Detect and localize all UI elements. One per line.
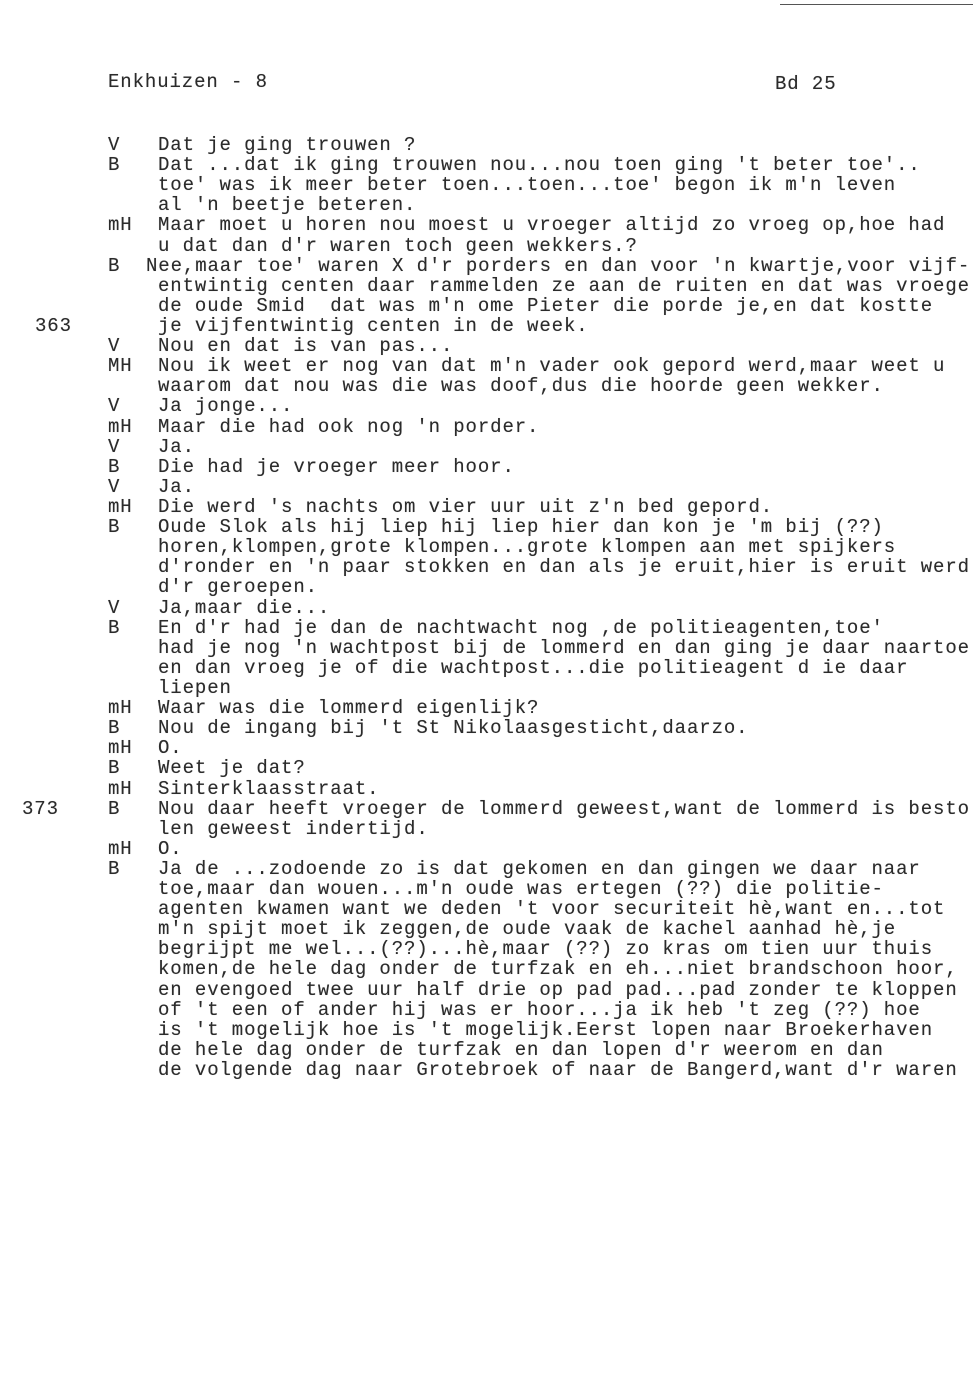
transcript-line <box>0 1000 973 1020</box>
line-text: Waar was die lommerd eigenlijk? <box>158 697 540 720</box>
margin-line-number: 363 <box>35 314 72 337</box>
speaker-label: B <box>108 797 121 820</box>
line-text: d'ronder en 'n paar stokken en dan als je eruit,hier is eruit werd <box>158 556 970 579</box>
transcript-line <box>0 1020 973 1040</box>
line-text: Maar die had ook nog 'n porder. <box>158 415 540 438</box>
transcript-line <box>0 215 973 235</box>
line-text: horen,klompen,grote klompen...grote klompen aan met spijkers <box>158 536 897 559</box>
transcript-line <box>0 336 973 356</box>
speaker-label: B <box>108 516 121 539</box>
speaker-label: V <box>108 335 121 358</box>
line-text: Nou ik weet er nog van dat m'n vader ook gepord werd,maar weet u <box>158 355 946 378</box>
transcript-line <box>0 899 973 919</box>
transcript-line <box>0 598 973 618</box>
line-text: en dan vroeg je of die wachtpost...die politieagent d ie daar <box>158 656 909 679</box>
speaker-label: mH <box>108 415 133 438</box>
speaker-label: V <box>108 596 121 619</box>
line-text: u dat dan d'r waren toch geen wekkers.? <box>158 234 638 257</box>
transcript-line <box>0 980 973 1000</box>
transcript-line <box>0 517 973 537</box>
line-text: Ja,maar die... <box>158 596 331 619</box>
transcript-line <box>0 718 973 738</box>
line-text: en evengoed twee uur half drie op pad pad...pad zonder te kloppen <box>158 978 958 1001</box>
transcript-line <box>0 457 973 477</box>
transcript-line <box>0 738 973 758</box>
transcript-line <box>0 678 973 698</box>
speaker-label: mH <box>108 697 133 720</box>
transcript-line <box>0 557 973 577</box>
line-text: je vijfentwintig centen in de week. <box>158 314 589 337</box>
line-text: komen,de hele dag onder de turfzak en eh...niet brandschoon hoor, <box>158 958 958 981</box>
transcript-line <box>0 276 973 296</box>
line-text: O. <box>158 737 183 760</box>
speaker-label: MH <box>108 355 133 378</box>
page-header-location: Enkhuizen - 8 <box>108 71 268 93</box>
speaker-label: mH <box>108 737 133 760</box>
speaker-label: B <box>108 254 121 277</box>
transcript-line <box>0 155 973 175</box>
top-edge-rule <box>780 4 973 5</box>
line-text: Ja. <box>158 475 195 498</box>
transcript-line <box>0 497 973 517</box>
transcript-line <box>0 799 973 819</box>
line-text: waarom dat nou was die was doof,dus die hoorde geen wekker. <box>158 375 884 398</box>
speaker-label: B <box>108 717 121 740</box>
transcript-line <box>0 256 973 276</box>
transcript-line <box>0 296 973 316</box>
transcript-line <box>0 758 973 778</box>
speaker-label: B <box>108 616 121 639</box>
line-text: of 't een of ander hij was er hoor...ja ik heb 't zeg (??) hoe <box>158 998 921 1021</box>
transcript-line <box>0 919 973 939</box>
line-text: len geweest indertijd. <box>158 817 429 840</box>
transcript-line <box>0 477 973 497</box>
speaker-label: mH <box>108 777 133 800</box>
line-text: Nou de ingang bij 't St Nikolaasgesticht,daarzo. <box>158 717 749 740</box>
speaker-label: B <box>108 455 121 478</box>
line-text: toe,maar dan wouen...m'n oude was ertegen (??) die politie- <box>158 878 884 901</box>
transcript-line <box>0 1040 973 1060</box>
line-text: O. <box>158 837 183 860</box>
line-text: m'n spijt moet ik zeggen,de oude vaak de kachel aanhad hè,je <box>158 918 897 941</box>
line-text: Ja de ...zodoende zo is dat gekomen en dan gingen we daar naar <box>158 857 921 880</box>
line-text: is 't mogelijk hoe is 't mogelijk.Eerst lopen naar Broekerhaven <box>158 1018 934 1041</box>
line-text: entwintig centen daar rammelden ze aan de ruiten en dat was vroege <box>158 274 970 297</box>
line-text: de volgende dag naar Grotebroek of naar de Bangerd,want d'r waren <box>158 1059 958 1082</box>
line-text: de oude Smid dat was m'n ome Pieter die porde je,en dat kostte <box>158 294 934 317</box>
transcript-line <box>0 376 973 396</box>
line-text: Oude Slok als hij liep hij liep hier dan kon je 'm bij (??) <box>158 516 884 539</box>
transcript-line <box>0 537 973 557</box>
line-text: En d'r had je dan de nachtwacht nog ,de politieagenten,toe' <box>158 616 884 639</box>
speaker-label: V <box>108 435 121 458</box>
line-text: Nee,maar toe' waren X d'r porders en dan voor 'n kwartje,voor vijf- <box>146 254 971 277</box>
transcript-line <box>0 396 973 416</box>
speaker-label: B <box>108 857 121 880</box>
transcript-line <box>0 175 973 195</box>
speaker-label: V <box>108 395 121 418</box>
margin-line-number: 373 <box>22 797 59 820</box>
transcript-line <box>0 879 973 899</box>
transcript-line <box>0 437 973 457</box>
transcript-line <box>0 618 973 638</box>
speaker-label: V <box>108 134 121 156</box>
line-text: had je nog 'n wachtpost bij de lommerd en dan ging je daar naartoe <box>158 636 970 659</box>
speaker-label: B <box>108 154 121 177</box>
transcript-line <box>0 819 973 839</box>
speaker-label: mH <box>108 214 133 237</box>
line-text: Weet je dat? <box>158 757 306 780</box>
transcript-line <box>0 959 973 979</box>
transcript-line <box>0 417 973 437</box>
line-text: de hele dag onder de turfzak en dan lopen d'r weerom en dan <box>158 1038 884 1061</box>
transcript-line <box>0 356 973 376</box>
transcript-line <box>0 135 973 155</box>
transcript-line <box>0 779 973 799</box>
transcript-line <box>0 316 973 336</box>
transcript-body <box>0 135 973 1080</box>
line-text: al 'n beetje beteren. <box>158 194 417 217</box>
line-text: Nou en dat is van pas... <box>158 335 454 358</box>
line-text: Maar moet u horen nou moest u vroeger altijd zo vroeg op,hoe had <box>158 214 946 237</box>
transcript-line <box>0 638 973 658</box>
line-text: Ja jonge... <box>158 395 294 418</box>
speaker-label: mH <box>108 495 133 518</box>
line-text: begrijpt me wel...(??)...hè,maar (??) zo kras om tien uur thuis <box>158 938 934 961</box>
speaker-label: B <box>108 757 121 780</box>
speaker-label: mH <box>108 837 133 860</box>
line-text: agenten kwamen want we deden 't voor securiteit hè,want en...tot <box>158 898 946 921</box>
line-text: Die had je vroeger meer hoor. <box>158 455 515 478</box>
line-text: d'r geroepen. <box>158 576 318 599</box>
transcript-line <box>0 939 973 959</box>
line-text: Ja. <box>158 435 195 458</box>
line-text: liepen <box>158 676 232 699</box>
transcript-line <box>0 577 973 597</box>
line-text: Die werd 's nachts om vier uur uit z'n bed gepord. <box>158 495 774 518</box>
transcript-line <box>0 1060 973 1080</box>
transcript-line <box>0 236 973 256</box>
line-text: toe' was ik meer beter toen...toen...toe' begon ik m'n leven <box>158 174 897 197</box>
line-text: Sinterklaasstraat. <box>158 777 380 800</box>
page-header-reference: Bd 25 <box>775 73 837 95</box>
line-text: Dat je ging trouwen ? <box>158 134 417 156</box>
transcript-line <box>0 839 973 859</box>
transcript-line <box>0 698 973 718</box>
transcript-line <box>0 195 973 215</box>
speaker-label: V <box>108 475 121 498</box>
line-text: Dat ...dat ik ging trouwen nou...nou toen ging 't beter toe'.. <box>158 154 921 177</box>
transcript-line <box>0 658 973 678</box>
transcript-line <box>0 859 973 879</box>
line-text: Nou daar heeft vroeger de lommerd geweest,want de lommerd is besto <box>158 797 970 820</box>
